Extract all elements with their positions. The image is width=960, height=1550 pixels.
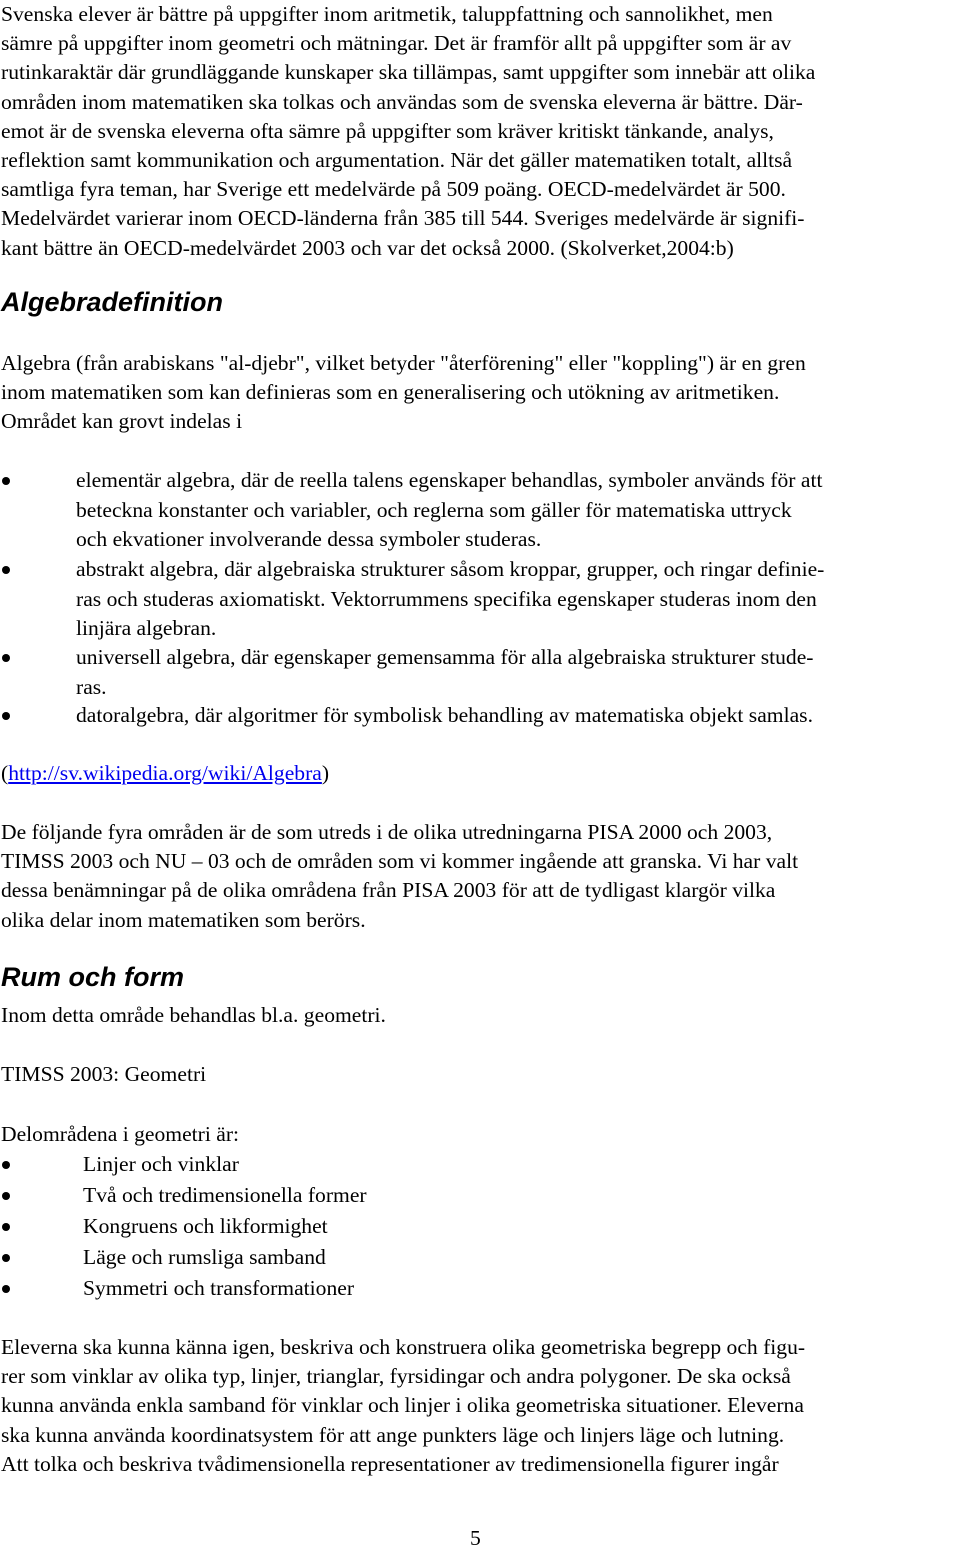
text-line: abstrakt algebra, där algebraiska strukturer såsom kroppar, grupper, och ringar definie- bbox=[76, 557, 825, 581]
text-line: Medelvärdet varierar inom OECD-länderna från 385 till 544. Sveriges medelvärde är signifi- bbox=[1, 206, 805, 231]
text-line: och ekvationer involverande dessa symboler studeras. bbox=[76, 527, 542, 552]
bullet-icon bbox=[2, 1254, 10, 1262]
text-line: elementär algebra, där de reella talens egenskaper behandlas, symboler används för att bbox=[76, 468, 823, 492]
delomraden-heading bbox=[1, 1120, 956, 1149]
text-line: Inom detta område behandlas bl.a. geometri. bbox=[1, 1003, 386, 1027]
text-line: datoralgebra, där algoritmer för symbolisk behandling av matematiska objekt samlas. bbox=[76, 703, 813, 727]
text-line: Eleverna ska kunna känna igen, beskriva och konstruera olika geometriska begrepp och figu- bbox=[1, 1335, 806, 1359]
source-open-paren: ( bbox=[1, 761, 9, 785]
list-item-text: Symmetri och transformationer bbox=[83, 1276, 355, 1300]
list-item-text bbox=[76, 466, 956, 555]
text-line: ska kunna använda koordinatsystem för att ange punkters läge och linjers läge och lutning. bbox=[1, 1422, 785, 1447]
bullet-icon bbox=[2, 1285, 10, 1293]
text-line: olika delar inom matematiken som berörs. bbox=[1, 907, 366, 932]
text-line: TIMSS 2003 och NU – 03 och de områden som vi kommer ingående att granska. Vi har valt bbox=[1, 849, 799, 874]
text-line: ras. bbox=[76, 674, 107, 699]
text-line: universell algebra, där egenskaper gemensamma för alla algebraiska strukturer stude- bbox=[76, 645, 814, 669]
text-line bbox=[1, 759, 956, 788]
source-close-paren: ) bbox=[321, 761, 330, 785]
bullet-icon bbox=[2, 477, 10, 485]
text-line: linjära algebran. bbox=[76, 616, 217, 641]
text-line: Algebra (från arabiskans "al-djebr", vilket betyder "återförening" eller "koppling") är en gren bbox=[1, 351, 806, 375]
text-line: ras och studeras axiomatiskt. Vektorrummens specifika egenskaper studeras inom den bbox=[76, 586, 817, 611]
text-line: inom matematiken som kan definieras som en generalisering och utökning av aritmetiken. bbox=[1, 380, 780, 405]
source-citation bbox=[1, 759, 956, 788]
text-line: emot är de svenska eleverna ofta sämre på uppgifter som kräver kritiskt tänkande, analys, bbox=[1, 118, 774, 143]
text-line: Delområdena i geometri är: bbox=[1, 1122, 240, 1146]
section-heading-algebra: Algebradefinition bbox=[1, 287, 223, 317]
rum-och-form-intro bbox=[1, 1001, 956, 1030]
list-item-text bbox=[76, 555, 956, 644]
text-line: De följande fyra områden är de som utreds i de olika utredningarna PISA 2000 och 2003, bbox=[1, 820, 773, 844]
list-item-text: Kongruens och likformighet bbox=[83, 1214, 328, 1238]
text-line: Området kan grovt indelas i bbox=[1, 409, 243, 434]
intro-paragraph bbox=[1, 0, 956, 263]
section-heading-rum-och-form: Rum och form bbox=[1, 962, 185, 992]
bullet-icon bbox=[2, 712, 10, 720]
text-line: rutinkaraktär där grundläggande kunskaper ska tillämpas, samt uppgifter som innebär att olika bbox=[1, 60, 816, 85]
page-number: 5 bbox=[470, 1526, 481, 1550]
list-item-text: Linjer och vinklar bbox=[83, 1152, 239, 1176]
text-line: kant bättre än OECD-medelvärdet 2003 och var det också 2000. (Skolverket,2004:b) bbox=[1, 235, 734, 260]
text-line: Att tolka och beskriva tvådimensionella representationer av tredimensionella figurer ingår bbox=[1, 1451, 779, 1476]
list-item-text: Två och tredimensionella former bbox=[83, 1183, 367, 1207]
areas-paragraph bbox=[1, 818, 956, 935]
list-item-text: Läge och rumsliga samband bbox=[83, 1245, 326, 1269]
text-line: TIMSS 2003: Geometri bbox=[1, 1062, 207, 1086]
text-line: Svenska elever är bättre på uppgifter inom aritmetik, taluppfattning och sannolikhet, men bbox=[1, 2, 773, 26]
text-line: beteckna konstanter och variabler, och reglerna som gäller för matematiska uttryck bbox=[76, 497, 792, 522]
text-line: reflektion samt kommunikation och argumentation. När det gäller matematiken totalt, alltså bbox=[1, 148, 793, 173]
bullet-icon bbox=[2, 1192, 10, 1200]
bullet-icon bbox=[2, 1161, 10, 1169]
wikipedia-link[interactable]: http://sv.wikipedia.org/wiki/Algebra bbox=[8, 761, 322, 785]
geometry-description-paragraph bbox=[1, 1333, 956, 1479]
text-line: rer som vinklar av olika typ, linjer, trianglar, fyrsidingar och andra polygoner. De ska också bbox=[1, 1364, 791, 1389]
bullet-icon bbox=[2, 566, 10, 574]
list-item-text bbox=[76, 701, 956, 731]
timss-line bbox=[1, 1060, 956, 1089]
text-line: dessa benämningar på de olika områdena från PISA 2003 för att de tydligast klargör vilka bbox=[1, 878, 776, 903]
bullet-icon bbox=[2, 654, 10, 662]
text-line: kunna använda enkla samband för vinklar och linjer i olika geometriska situationer. Eleverna bbox=[1, 1393, 804, 1418]
text-line: områden inom matematiken ska tolkas och användas som de svenska eleverna är bättre. Där- bbox=[1, 89, 803, 114]
algebra-definition-paragraph bbox=[1, 349, 956, 437]
bullet-icon bbox=[2, 1223, 10, 1231]
list-item-text bbox=[76, 643, 956, 702]
text-line: samtliga fyra teman, har Sverige ett medelvärde på 509 poäng. OECD-medelvärdet är 500. bbox=[1, 177, 786, 202]
text-line: sämre på uppgifter inom geometri och mätningar. Det är framför allt på uppgifter som är av bbox=[1, 31, 792, 56]
